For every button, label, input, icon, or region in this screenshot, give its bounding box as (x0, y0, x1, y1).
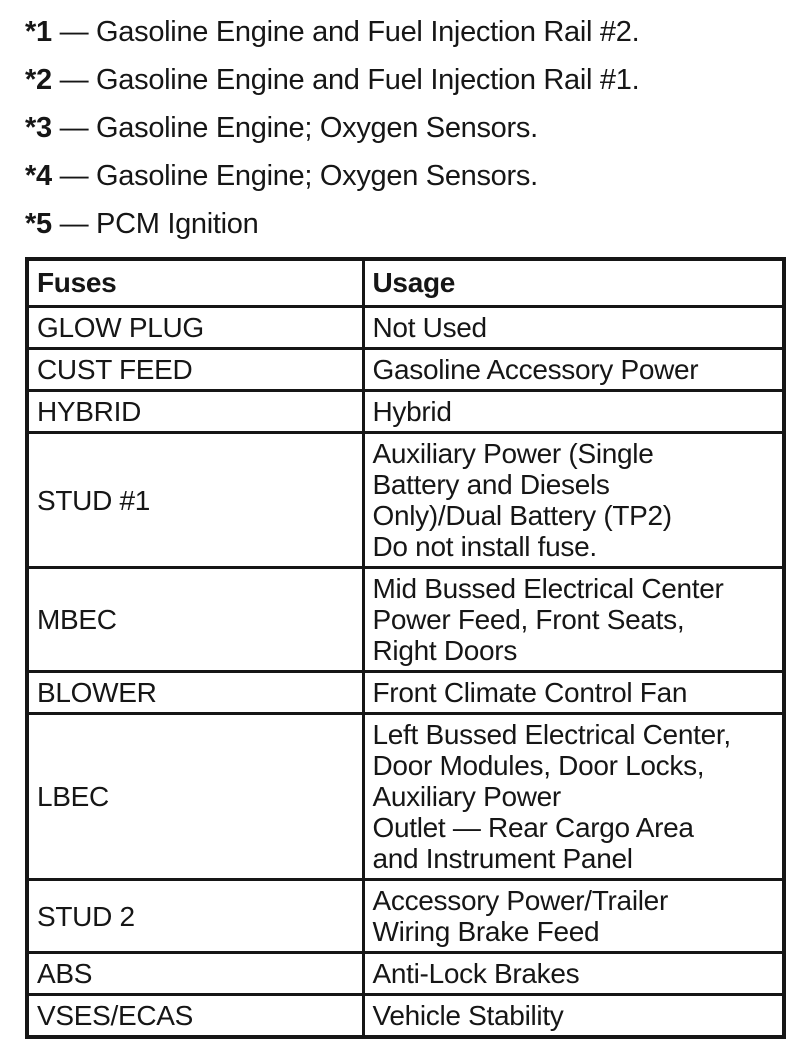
usage-line: Right Doors (372, 635, 518, 666)
footnote (25, 8, 805, 56)
usage-line: Only)/Dual Battery (TP2) (372, 500, 672, 531)
usage-cell (363, 880, 784, 953)
usage-cell (363, 568, 784, 672)
usage-line: Front Climate Control Fan (372, 677, 688, 708)
usage-line: Outlet — Rear Cargo Area (372, 812, 694, 843)
usage-line: Do not install fuse. (372, 531, 597, 562)
table-row (27, 714, 784, 880)
table-row (27, 568, 784, 672)
table-row (27, 433, 784, 568)
footnote-text: — Gasoline Engine and Fuel Injection Rail #2. (59, 16, 640, 48)
table-row (27, 349, 784, 391)
usage-line: Wiring Brake Feed (372, 916, 600, 947)
header-row (27, 259, 784, 307)
fuse-name-cell: HYBRID (27, 391, 363, 433)
usage-line: Accessory Power/Trailer (372, 885, 668, 916)
footnote-marker: *3 (25, 112, 52, 144)
footnote-marker: *1 (25, 16, 52, 48)
usage-line: Door Modules, Door Locks, (372, 750, 705, 781)
usage-cell (363, 672, 784, 714)
footnote (25, 152, 805, 200)
fuse-table-body (27, 307, 784, 1038)
footnote-marker: *2 (25, 64, 52, 96)
usage-cell (363, 391, 784, 433)
footnote-text: — Gasoline Engine; Oxygen Sensors. (59, 112, 538, 144)
usage-line: Vehicle Stability (372, 1000, 564, 1031)
table-row (27, 995, 784, 1038)
fuse-name-cell: STUD 2 (27, 880, 363, 953)
footnote-list (0, 0, 805, 248)
table-row (27, 880, 784, 953)
footnote (25, 104, 805, 152)
fuse-table-header (27, 259, 784, 307)
usage-line: Anti-Lock Brakes (372, 958, 580, 989)
fuse-name-cell: MBEC (27, 568, 363, 672)
usage-line: and Instrument Panel (372, 843, 633, 874)
usage-cell (363, 307, 784, 349)
usage-cell (363, 349, 784, 391)
footnote-text: — Gasoline Engine and Fuel Injection Rail #1. (59, 64, 640, 96)
fuse-name-cell: GLOW PLUG (27, 307, 363, 349)
fuse-name-cell: BLOWER (27, 672, 363, 714)
footnote (25, 56, 805, 104)
usage-line: Hybrid (372, 396, 452, 427)
fuse-name-cell: ABS (27, 953, 363, 995)
fuse-name-cell: LBEC (27, 714, 363, 880)
table-row (27, 953, 784, 995)
usage-line: Gasoline Accessory Power (372, 354, 699, 385)
usage-line: Power Feed, Front Seats, (372, 604, 685, 635)
usage-line: Not Used (372, 312, 487, 343)
footnote-text: — PCM Ignition (59, 208, 259, 240)
usage-line: Auxiliary Power (Single (372, 438, 654, 469)
footnote-text: — Gasoline Engine; Oxygen Sensors. (59, 160, 538, 192)
table-row (27, 672, 784, 714)
fuse-name-cell: STUD #1 (27, 433, 363, 568)
footnote-marker: *5 (25, 208, 52, 240)
fuse-name-cell: CUST FEED (27, 349, 363, 391)
usage-cell (363, 714, 784, 880)
usage-line: Auxiliary Power (372, 781, 561, 812)
usage-cell (363, 995, 784, 1038)
usage-line: Battery and Diesels (372, 469, 610, 500)
usage-cell (363, 433, 784, 568)
usage-column-header: Usage (363, 259, 784, 307)
table-row (27, 391, 784, 433)
fuse-usage-table (25, 257, 786, 1039)
usage-line: Left Bussed Electrical Center, (372, 719, 731, 750)
footnote (25, 200, 805, 248)
usage-cell (363, 953, 784, 995)
usage-line: Mid Bussed Electrical Center (372, 573, 724, 604)
fuse-name-cell: VSES/ECAS (27, 995, 363, 1038)
footnote-marker: *4 (25, 160, 52, 192)
fuses-column-header: Fuses (27, 259, 363, 307)
table-row (27, 307, 784, 349)
